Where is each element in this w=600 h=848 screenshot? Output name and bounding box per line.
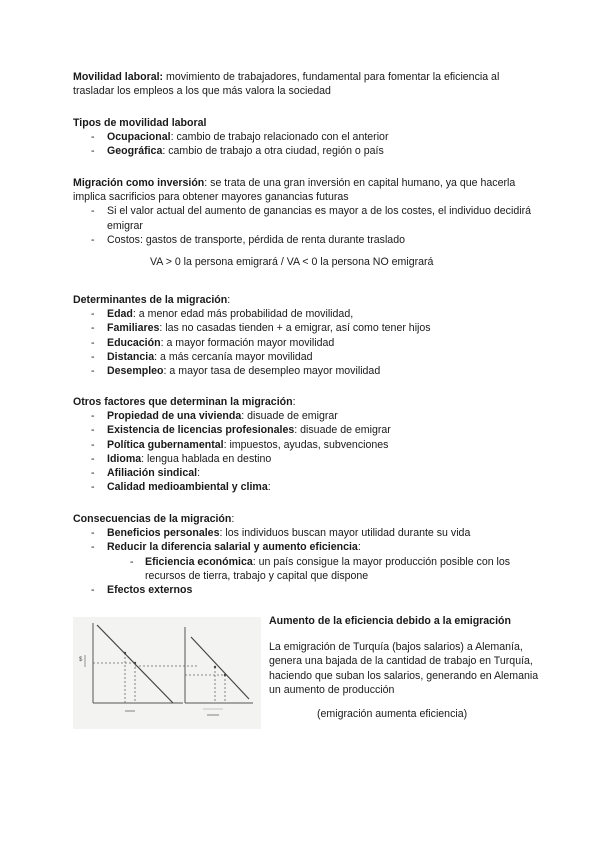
otros-block [73,395,543,494]
item-text: : a mayor formación mayor movilidad [160,336,335,349]
item-text: Si el valor actual del aumento de ganancias es mayor a de los costes, el individuo decidirá emigrar [107,205,531,232]
tipos-list [73,130,543,158]
intro-block [73,70,543,98]
migracion-term: Migración como inversión [73,177,205,189]
item-text: : disuade de emigrar [294,424,391,437]
item-term: Calidad medioambiental y clima [107,481,268,494]
intro-paragraph [73,70,543,98]
migracion-formula: VA > 0 la persona emigrará / VA < 0 la persona NO emigrará [150,256,434,269]
list-item [73,466,543,480]
list-item [73,336,543,350]
item-term: Reducir la diferencia salarial y aumento eficiencia [107,541,358,554]
heading-colon: : [292,396,296,408]
list-item [73,540,543,554]
determinantes-block [73,293,543,378]
item-term: Edad [107,308,133,321]
intro-text: movimiento de trabajadores, fundamental para fomentar la eficiencia al trasladar los empleos a los que más valora la sociedad [73,71,500,98]
list-item [73,438,543,452]
item-text: : las no casadas tienden + a emigrar, así como tener hijos [159,322,431,335]
list-item [73,350,543,364]
item-text: : [267,481,271,494]
consecuencias-block [73,512,543,597]
determinantes-heading [73,293,543,307]
migracion-block [73,176,543,269]
diagram-svg [73,617,261,729]
diagram-background [73,617,261,729]
item-term: Propiedad de una vivienda [107,410,242,423]
tipos-heading-text: Tipos de movilidad laboral [73,117,207,129]
item-term: Desempleo [107,365,164,378]
consecuencias-sublist [73,555,543,583]
item-text: : cambio de trabajo relacionado con el anterior [170,131,389,144]
migracion-list [73,204,543,247]
list-item [73,307,543,321]
item-text: : los individuos buscan mayor utilidad durante su vida [219,527,471,540]
list-item [73,480,543,494]
otros-heading [73,395,543,409]
item-text: : un país consigue la mayor producción posible con los recursos de tierra, trabajo y capital que dispone [145,555,511,582]
consecuencias-list-end [73,583,543,597]
item-term: Beneficios personales [107,527,220,540]
list-item [73,452,543,466]
list-item [73,321,543,335]
item-text: : impuestos, ayudas, subvenciones [223,438,389,451]
left-point-b [134,662,136,664]
item-text: : disuade de emigrar [241,410,338,423]
determinantes-list [73,307,543,378]
list-item [73,204,543,232]
list-item [73,233,543,247]
consecuencias-heading [73,512,543,526]
otros-heading-text: Otros factores que determinan la migración [73,396,293,408]
list-item [73,583,543,597]
item-text: : lengua hablada en destino [141,452,272,465]
item-term: Efectos externos [107,584,193,597]
list-item [73,423,543,437]
item-term: Geográfica [107,145,163,158]
item-text: : a menor edad más probabilidad de movilidad, [132,308,354,321]
list-item [73,364,543,378]
figure-text-block [269,614,549,721]
item-text: : [357,541,361,554]
item-term: Afiliación sindical [107,467,198,480]
item-term: Distancia [107,350,155,363]
consecuencias-heading-text: Consecuencias de la migración [73,513,232,525]
figure-caption: (emigración aumenta eficiencia) [317,708,468,721]
right-point-b [224,674,226,676]
item-term: Familiares [107,322,160,335]
list-item [73,409,543,423]
otros-list [73,409,543,494]
heading-colon: : [231,513,235,525]
list-item [73,130,543,144]
item-text: : [197,467,201,480]
item-term: Política gubernamental [107,438,224,451]
item-text: : a más cercanía mayor movilidad [154,350,313,363]
tipos-heading [73,116,543,130]
intro-term: Movilidad laboral: [73,71,164,83]
heading-colon: : [227,294,231,306]
left-point-a [124,652,126,654]
migration-diagram-image [73,617,261,729]
sub-list-item [73,555,543,583]
tipos-block [73,116,543,159]
item-term: Educación [107,336,161,349]
item-term: Eficiencia económica [145,555,253,568]
figure-title: Aumento de la eficiencia debido a la emigración [269,615,511,627]
left-y-label: $ [79,657,83,663]
list-item [73,144,543,158]
item-term: Existencia de licencias profesionales [107,424,295,437]
item-term: Ocupacional [107,131,171,144]
figure-body: La emigración de Turquía (bajos salarios) a Alemanía, genera una bajada de la cantidad de trabajo en Turquía, haciendo que suban los salarios, generando en Alemania un aumento de producción [269,641,539,696]
migracion-text: : se trata de una gran inversión en capital humano, ya que hacerla implica sacrificios para obtener mayores ganancias futuras [73,177,516,204]
item-term: Idioma [107,452,142,465]
consecuencias-list [73,526,543,554]
right-point-a [214,666,216,668]
item-text: : a mayor tasa de desempleo mayor movilidad [163,365,381,378]
determinantes-heading-text: Determinantes de la migración [73,294,228,306]
item-text: : cambio de trabajo a otra ciudad, región o país [162,145,384,158]
list-item [73,526,543,540]
migracion-paragraph [73,176,543,204]
item-text: Costos: gastos de transporte, pérdida de renta durante traslado [107,233,405,246]
